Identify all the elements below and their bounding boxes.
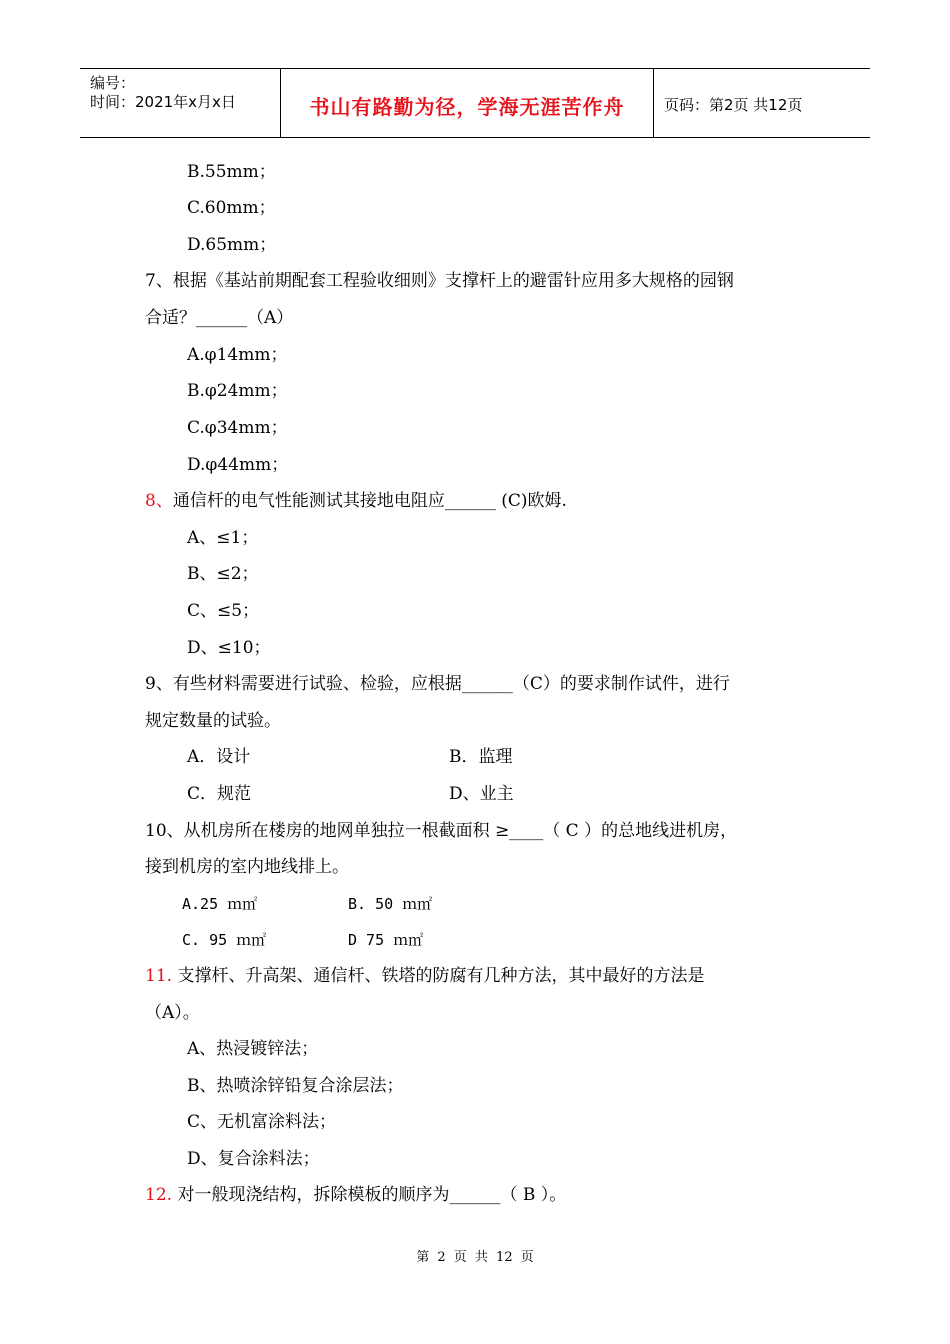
question-line: 10、从机房所在楼房的地网单独拉一根截面积 ≥____（ C ）的总地线进机房， (145, 821, 738, 841)
question-text: 通信杆的电气性能测试其接地电阻应______ (C)欧姆. (172, 491, 567, 511)
option-line: C.φ34mm； (187, 418, 288, 438)
question-text: 对一般现浇结构，拆除模板的顺序为______（ B ）。 (172, 1185, 567, 1205)
motto: 书山有路勤为径，学海无涯苦作舟 (309, 95, 625, 119)
question-number: 11. (145, 966, 173, 986)
header-meta-cell (80, 69, 281, 137)
header-page-cell (654, 69, 870, 137)
option-line: A、≤1； (187, 528, 259, 548)
option-line: A.φ14mm； (187, 345, 288, 365)
option-line: D、≤10； (187, 638, 271, 658)
header-motto-cell (281, 69, 654, 137)
option-line: C. 95 ｍ㎡ (182, 931, 267, 949)
date-line: 时间：2021年x月x日 (90, 93, 236, 111)
option-line: B．监理 (449, 747, 513, 767)
question-line (145, 490, 567, 512)
question-text: 支撑杆、升高架、通信杆、铁塔的防腐有几种方法，其中最好的方法是 (172, 966, 705, 986)
question-line: 9、有些材料需要进行试验、检验，应根据______（C）的要求制作试件，进行 (145, 674, 730, 694)
option-line: C.60mm； (187, 198, 276, 218)
option-line: B.φ24mm； (187, 381, 288, 401)
question-line: 7、根据《基站前期配套工程验收细则》支撑杆上的避雷针应用多大规格的园钢 (145, 271, 734, 291)
question-number: 12. (145, 1185, 173, 1205)
option-line: B. 50 ｍ㎡ (348, 895, 433, 913)
option-line: D 75 ｍ㎡ (348, 931, 424, 949)
page-header (80, 68, 870, 138)
option-line: A、热浸镀锌法； (187, 1039, 319, 1059)
option-line: A.25 ｍ㎡ (182, 895, 258, 913)
page-footer: 第 2 页 共 12 页 (416, 1250, 534, 1265)
option-line: B、≤2； (187, 564, 259, 584)
question-line (145, 1184, 566, 1206)
option-line: B.55mm； (187, 162, 276, 182)
option-line: D、复合涂料法； (187, 1149, 320, 1169)
option-line: C．规范 (187, 784, 252, 804)
option-line: D.φ44mm； (187, 455, 289, 475)
number-label: 编号： (90, 74, 136, 92)
option-line: C、无机富涂料法； (187, 1112, 337, 1132)
option-line: C、≤5； (187, 601, 260, 621)
option-line: A．设计 (187, 747, 251, 767)
question-number: 8、 (145, 491, 173, 511)
question-line (145, 965, 704, 987)
question-line: 接到机房的室内地线排上。 (145, 857, 349, 877)
question-line: （A）。 (145, 1003, 200, 1023)
option-line: B、热喷涂锌铅复合涂层法； (187, 1076, 404, 1096)
question-line: 合适？______（A） (145, 308, 294, 328)
question-line: 规定数量的试验。 (145, 711, 281, 731)
page-info: 页码：第2页 共12页 (664, 96, 803, 114)
option-line: D、业主 (449, 784, 514, 804)
option-line: D.65mm； (187, 235, 277, 255)
